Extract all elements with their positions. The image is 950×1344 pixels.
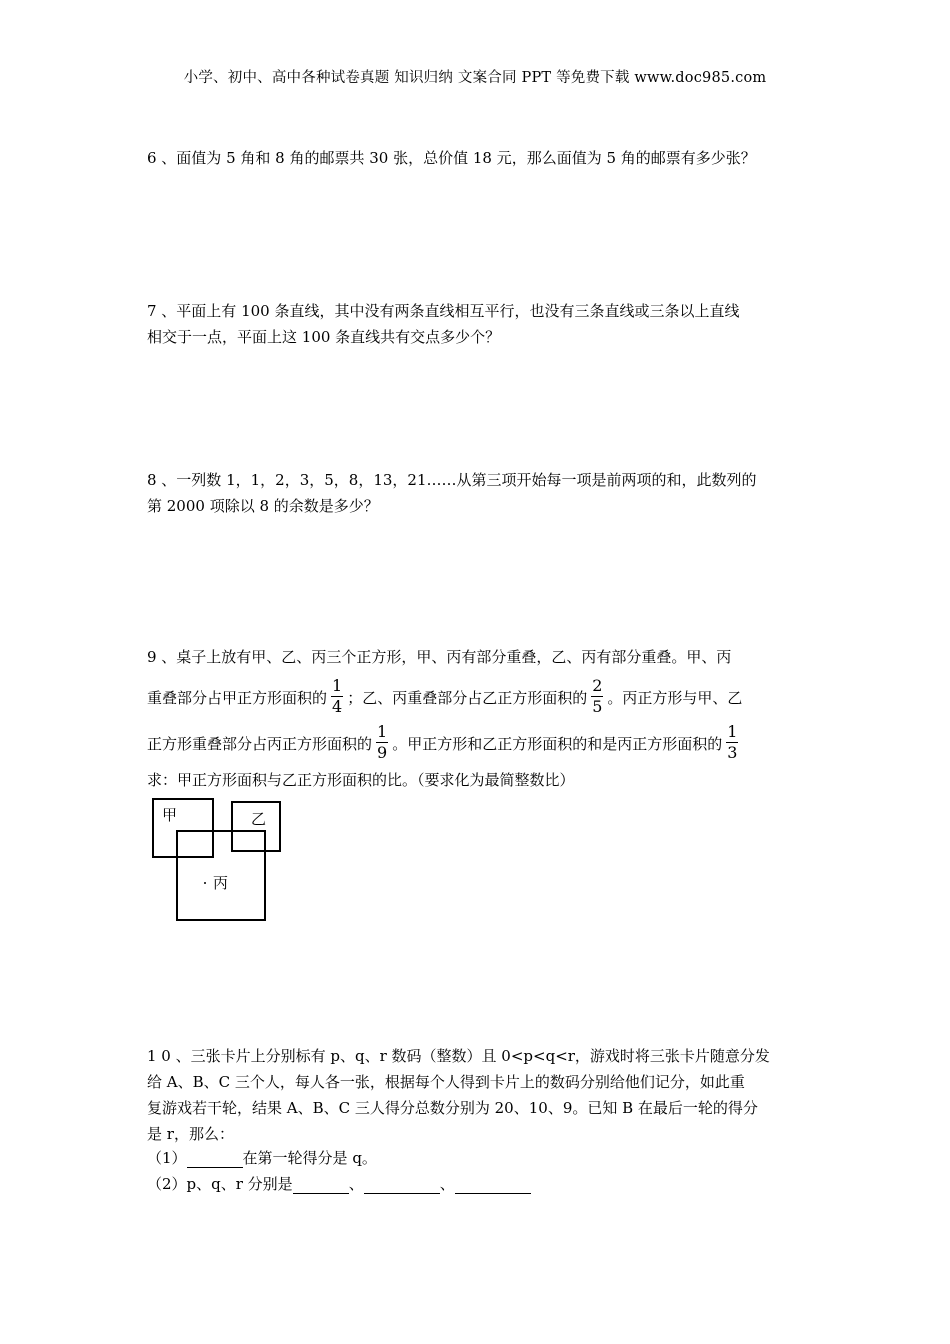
question-10-line-4: 是 r，那么： — [147, 1125, 234, 1143]
fraction-numerator: 1 — [727, 721, 738, 741]
answer-blank-1[interactable] — [187, 1151, 243, 1168]
question-8-line-2: 第 2000 项除以 8 的余数是多少？ — [147, 497, 379, 515]
question-9-line-3-part-a: 正方形重叠部分占丙正方形面积的 — [147, 735, 373, 753]
question-9-line-2-part-a: 重叠部分占甲正方形面积的 — [147, 689, 328, 707]
question-6-text: 6 、面值为 5 角和 8 角的邮票共 30 张，总价值 18 元，那么面值为 5 角的邮票有多少张？ — [147, 149, 756, 167]
separator-2: 、 — [439, 1175, 455, 1193]
sub-1-number: （1） — [147, 1149, 187, 1167]
sub-1-text: 在第一轮得分是 q。 — [242, 1149, 377, 1167]
question-7-line-1: 7 、平面上有 100 条直线，其中没有两条直线相互平行，也没有三条直线或三条以上直线 — [147, 302, 740, 320]
fraction-denominator: 3 — [727, 742, 738, 762]
label-bing: 丙 — [213, 874, 229, 892]
question-9-line-2-part-b: ；乙、丙重叠部分占乙正方形面积的 — [347, 689, 588, 707]
question-9-line-1: 9 、桌子上放有甲、乙、丙三个正方形，甲、丙有部分重叠，乙、丙有部分重叠。甲、丙 — [147, 648, 732, 666]
answer-blank-p[interactable] — [293, 1177, 349, 1194]
answer-blank-q[interactable] — [364, 1177, 440, 1194]
fraction-two-fifths — [590, 677, 604, 716]
answer-blank-r[interactable] — [455, 1177, 531, 1194]
fraction-numerator: 1 — [332, 675, 343, 695]
fraction-numerator: 1 — [377, 721, 388, 741]
question-9-line-2 — [147, 676, 742, 720]
sub-2-text: （2）p、q、r 分别是 — [147, 1175, 293, 1193]
fraction-one-quarter — [330, 677, 344, 716]
label-yi: 乙 — [251, 810, 267, 828]
fraction-one-ninth — [375, 723, 389, 762]
question-10-sub-2 — [147, 1174, 531, 1194]
question-10-line-2: 给 A、B、C 三个人，每人各一张，根据每个人得到卡片上的数码分别给他们记分，如此重 — [147, 1073, 745, 1091]
question-10-line-3: 复游戏若干轮，结果 A、B、C 三人得分总数分别为 20、10、9。已知 B 在最后一轮的得分 — [147, 1099, 758, 1117]
overlapping-squares-figure — [140, 790, 300, 930]
fraction-numerator: 2 — [592, 675, 603, 695]
question-10-sub-1 — [147, 1148, 377, 1168]
label-jia: 甲 — [162, 806, 178, 824]
fraction-denominator: 5 — [592, 696, 603, 716]
separator-1: 、 — [348, 1175, 364, 1193]
question-9-line-3 — [147, 722, 742, 766]
page-header: 小学、初中、高中各种试卷真题 知识归纳 文案合同 PPT 等免费下载 www.doc985.com — [183, 70, 767, 86]
question-9-line-2-part-c: 。丙正方形与甲、乙 — [607, 689, 743, 707]
question-9-line-3-part-b: 。甲正方形和乙正方形面积的和是丙正方形面积的 — [392, 735, 723, 753]
fraction-one-third — [725, 723, 739, 762]
fraction-denominator: 4 — [332, 696, 343, 716]
stray-dot — [204, 882, 206, 884]
question-7-line-2: 相交于一点，平面上这 100 条直线共有交点多少个？ — [147, 328, 501, 346]
fraction-denominator: 9 — [377, 742, 388, 762]
question-9-line-4: 求：甲正方形面积与乙正方形面积的比。（要求化为最简整数比） — [147, 771, 575, 789]
question-10-line-1: 1 0 、三张卡片上分别标有 p、q、r 数码（整数）且 0<p<q<r，游戏时将三张卡片随意分发 — [147, 1047, 770, 1065]
question-8-line-1: 8 、一列数 1，1，2，3，5，8，13，21……从第三项开始每一项是前两项的和，此数列的 — [147, 471, 757, 489]
